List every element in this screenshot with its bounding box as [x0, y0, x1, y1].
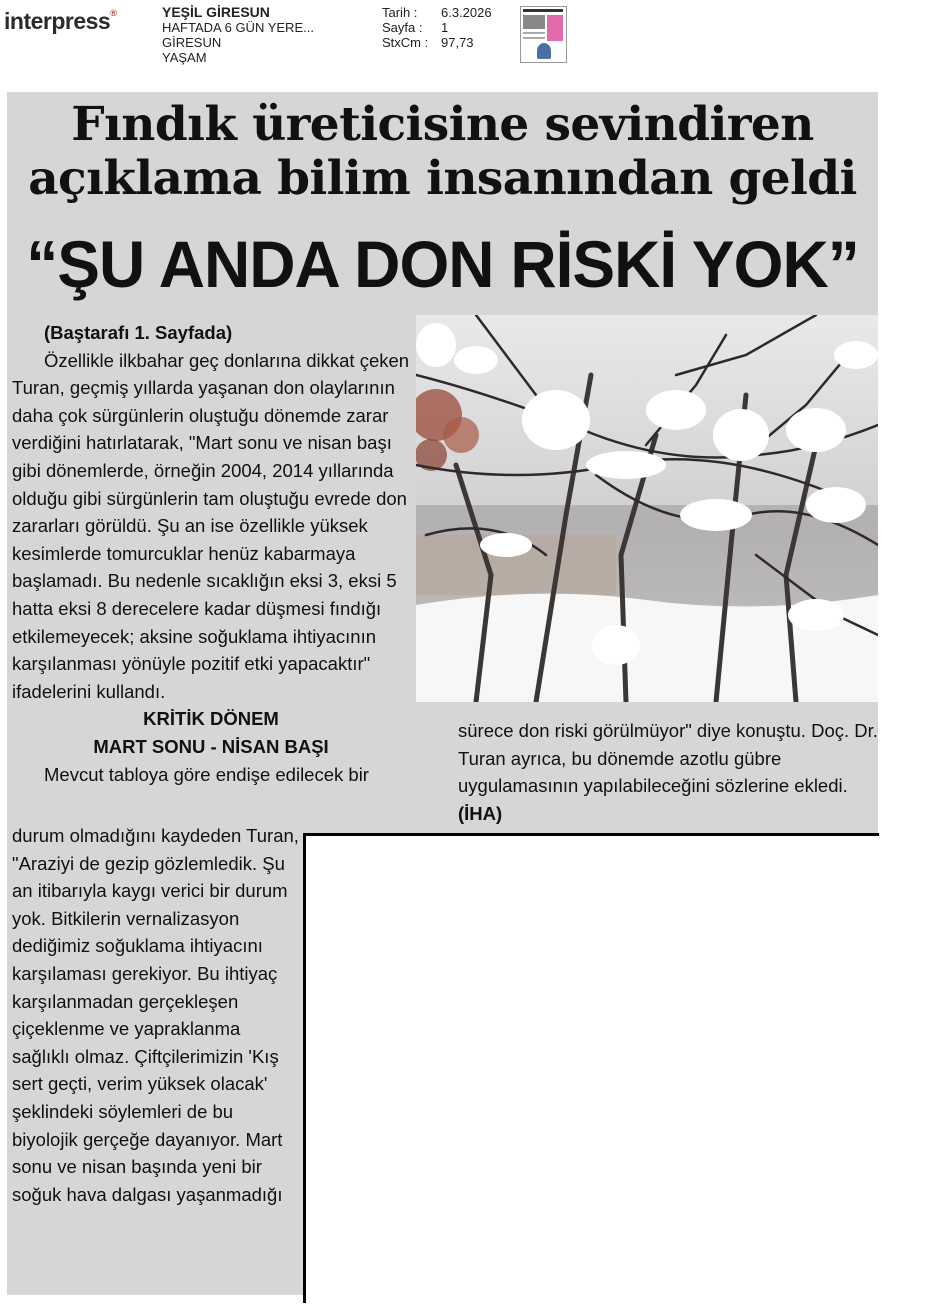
headline [7, 98, 878, 206]
quote-title: “ŞU ANDA DON RİSKİ YOK” [26, 227, 859, 301]
interpress-logo: interpress® [4, 8, 117, 34]
subhead-2: MART SONU - NİSAN BAŞI [93, 735, 329, 757]
publication-section: YAŞAM [162, 50, 207, 65]
headline-line-2: açıklama bilim insanından geldi [28, 151, 857, 206]
continued-note: (Baştarafı 1. Sayfada) [44, 322, 233, 343]
clipping-empty-area [303, 833, 879, 1303]
publication-city: GİRESUN [162, 35, 222, 50]
stxcm-value: 97,73 [441, 35, 474, 50]
date-value: 6.3.2026 [441, 5, 492, 20]
page-thumbnail[interactable] [520, 6, 567, 63]
meta-labels [382, 5, 428, 50]
headline-line-1: Fındık üreticisine sevindiren [71, 97, 814, 152]
page-label: Sayfa : [382, 20, 423, 35]
publication-title-line: HAFTADA 6 GÜN YERE... [162, 20, 314, 35]
news-source: (İHA) [458, 802, 503, 824]
date-label: Tarih : [382, 5, 418, 20]
subhead-1: KRİTİK DÖNEM [143, 708, 279, 730]
article-column-bottom [12, 822, 302, 1208]
publication-info [162, 5, 314, 65]
article-column-left [12, 319, 410, 788]
publication-name: YEŞİL GİRESUN [162, 4, 270, 20]
paragraph-1: Özellikle ilkbahar geç donlarına dikkat çeken Turan, geçmiş yıllarda yaşanan don olaylarının daha çok sürgünlerin oluştuğu dönemde zarar verdiğini hatırlatarak, "Mart sonu ve nisan başı gibi dönemlerde, örneğin 2004, 2014 yıllarında olduğu gibi sürgünlerin tam oluştuğu evrede don zararları görüldü. Şu an ise özellikle yüksek kesimlerde tomurcuklar henüz kabarmaya başlamadı. Bu nedenle sıcaklığın eksi 3, eksi 5 hatta eksi 8 derecelere kadar düşmesi fındığı etkilemeyecek; aksine soğuklama ihtiyacının karşılanması yönüyle pozitif etki yapacaktır" ifadelerini kullandı. [12, 349, 410, 702]
paragraph-3: sürece don riski görülmüyor" diye konuştu. Doç. Dr. Turan ayrıca, bu dönemde azotlu gübre uygulamasının yapılabileceğini sözlerine ekledi. [458, 720, 878, 797]
stxcm-label: StxCm : [382, 35, 429, 50]
snowy-branches-photo [416, 315, 878, 702]
meta-values [441, 5, 492, 50]
snowy-branches-illustration [416, 315, 878, 702]
page-value: 1 [441, 20, 449, 35]
paragraph-2-intro: Mevcut tabloya göre endişe edilecek bir [44, 763, 369, 785]
article-column-right [458, 717, 878, 827]
paragraph-2: durum olmadığını kaydeden Turan, "Araziyi de gezip gözlemledik. Şu an itibarıyla kaygı verici bir durum yok. Bitkilerin vernalizasyon dediğimiz soğuklama ihtiyacını karşılaması gerekiyor. Bu ihtiyaç karşılanmadan gerçekleşen çiçeklenme ve yapraklanma sağlıklı olmaz. Çiftçilerimizin 'Kış sert geçti, verim yüksek olacak' şeklindeki söylemleri de bu biyolojik gerçeğe dayanıyor. Mart sonu ve nisan başında yeni bir soğuk hava dalgası yaşanmadığı [12, 825, 299, 1205]
